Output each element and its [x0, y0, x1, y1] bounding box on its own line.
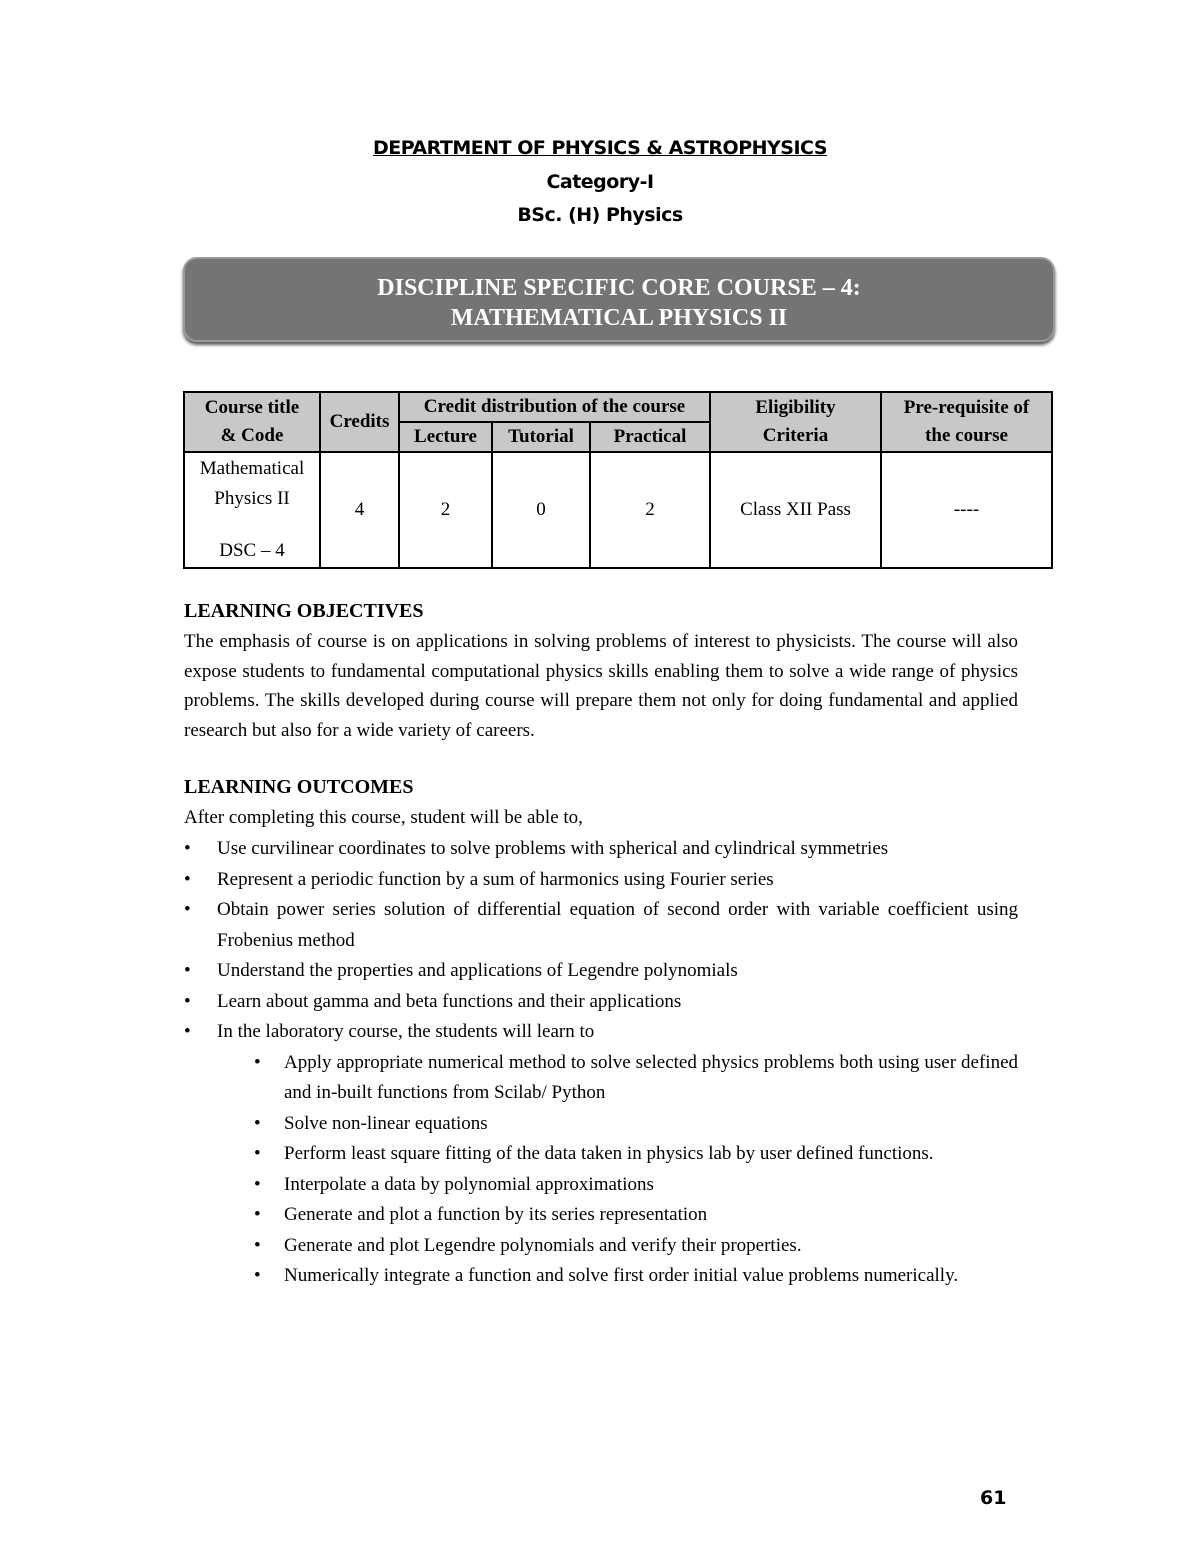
header-tutorial: Tutorial [492, 422, 590, 452]
lab-outcomes-list [184, 1048, 1018, 1292]
list-item: • Use curvilinear coordinates to solve problems with spherical and cylindrical symmetries [184, 834, 1018, 865]
header-course-title: Course title & Code [184, 392, 320, 452]
table-row [184, 452, 1052, 568]
objectives-heading: LEARNING OBJECTIVES [184, 600, 424, 622]
cell-credits: 4 [320, 452, 399, 568]
category-label: Category-I [546, 171, 654, 193]
course-details-table [183, 391, 1053, 569]
cell-eligibility: Class XII Pass [710, 452, 881, 568]
outcomes-heading: LEARNING OUTCOMES [184, 776, 414, 798]
department-title: DEPARTMENT OF PHYSICS & ASTROPHYSICS [372, 137, 828, 159]
header-prerequisite: Pre-requisite of the course [881, 392, 1052, 452]
list-item: • Learn about gamma and beta functions and their applications [184, 987, 1018, 1018]
cell-prerequisite: ---- [881, 452, 1052, 568]
cell-lecture: 2 [399, 452, 492, 568]
list-item: • Understand the properties and applications of Legendre polynomials [184, 956, 1018, 987]
list-item: • Generate and plot a function by its series representation [184, 1200, 1018, 1231]
cell-course-title: Mathematical Physics II DSC – 4 [184, 452, 320, 568]
course-banner [183, 257, 1055, 342]
header-credits: Credits [320, 392, 399, 452]
list-item: • Obtain power series solution of differential equation of second order with variable coefficient using Frobenius method [184, 895, 1018, 956]
list-item: • Solve non-linear equations [184, 1109, 1018, 1140]
objectives-text: The emphasis of course is on applications in solving problems of interest to physicists. The course will also expose students to fundamental computational physics skills enabling them to solve a wide range of physics problems. The skills developed during course will prepare them not only for doing fundamental and applied research but also for a wide variety of careers. [184, 631, 1018, 741]
list-item: • Generate and plot Legendre polynomials and verify their properties. [184, 1231, 1018, 1262]
list-item: • Apply appropriate numerical method to solve selected physics problems both using user defined and in-built functions from Scilab/ Python [184, 1048, 1018, 1109]
banner-line-2: MATHEMATICAL PHYSICS II [450, 305, 788, 331]
cell-practical: 2 [590, 452, 710, 568]
programme-label: BSc. (H) Physics [517, 204, 683, 226]
list-item: • Represent a periodic function by a sum of harmonics using Fourier series [184, 865, 1018, 896]
header-lecture: Lecture [399, 422, 492, 452]
cell-tutorial: 0 [492, 452, 590, 568]
list-item: • Numerically integrate a function and solve first order initial value problems numerically. [184, 1261, 1018, 1292]
list-item: • In the laboratory course, the students will learn to [184, 1017, 1018, 1048]
banner-line-1: DISCIPLINE SPECIFIC CORE COURSE – 4: [377, 275, 861, 301]
list-item: • Interpolate a data by polynomial approximations [184, 1170, 1018, 1201]
list-item: • Perform least square fitting of the data taken in physics lab by user defined functions. [184, 1139, 1018, 1170]
outcomes-list [184, 834, 1018, 1292]
outcomes-intro: After completing this course, student will be able to, [184, 807, 583, 828]
page-number: 61 [980, 1487, 1007, 1509]
header-eligibility: Eligibility Criteria [710, 392, 881, 452]
header-credit-distribution: Credit distribution of the course [399, 392, 710, 422]
header-practical: Practical [590, 422, 710, 452]
